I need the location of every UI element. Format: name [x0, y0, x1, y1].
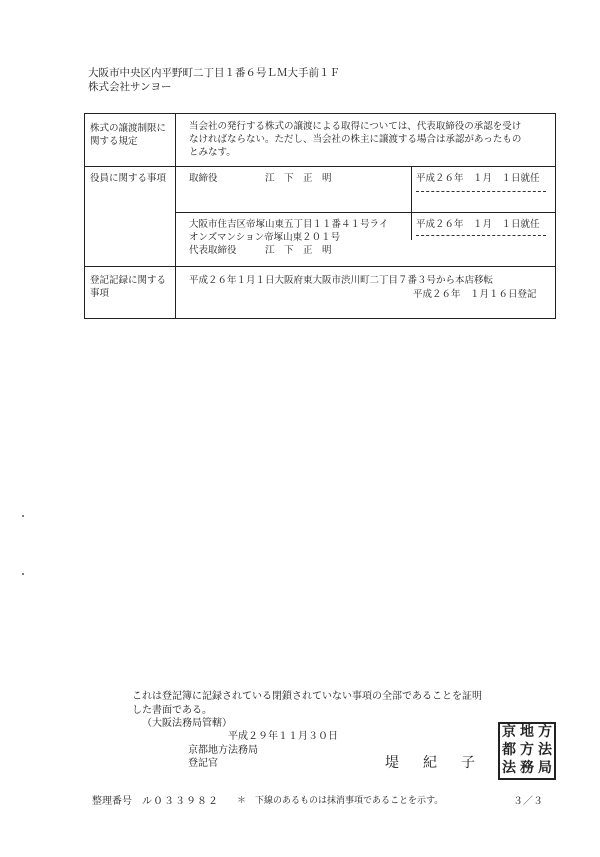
- officer-2-date: 平成２６年 １月 １日就任: [416, 219, 540, 230]
- jurisdiction: （大阪法務局管轄）: [142, 718, 232, 729]
- registrar-title: 登記官: [188, 758, 218, 769]
- officer-date-column-divider: [411, 166, 412, 240]
- certification-line: これは登記簿に記録されている閉鎖されていない事項の全部であることを証明: [132, 691, 482, 702]
- company-name: 株式会社サンヨー: [88, 81, 172, 93]
- officer-2-address-line: 大阪市住吉区帝塚山東五丁目１１番４１号ライ: [189, 219, 389, 230]
- seal-character: 務: [520, 760, 534, 776]
- share-restriction-text-line: 当会社の発行する株式の譲渡による取得については、代表取締役の承認を受け: [189, 121, 522, 132]
- officer-1-date: 平成２６年 １月 １日就任: [416, 173, 540, 184]
- serial-number-label: 整理番号: [92, 796, 132, 807]
- seal-character: 法: [502, 760, 516, 776]
- seal-character: 方: [520, 742, 534, 758]
- share-restriction-row: [85, 114, 555, 167]
- share-restriction-label-cell: [85, 114, 176, 166]
- officer-entry-divider: [175, 212, 555, 213]
- registry-record-label-cell: [85, 266, 176, 318]
- officers-row: [85, 166, 555, 267]
- officer-2-date-underline: [416, 235, 546, 236]
- scan-speck: [22, 573, 24, 575]
- certification-line: した書面である。: [132, 705, 212, 716]
- certification-date: 平成２９年１１月３０日: [228, 731, 338, 742]
- officer-2-title: 代表取締役: [189, 245, 237, 256]
- officers-label-cell: [85, 166, 176, 266]
- share-restriction-text-line: とみなす。: [189, 147, 236, 158]
- share-restriction-label-line: 株式の譲渡制限に: [90, 123, 167, 134]
- registry-record-line: 平成２６年１月１日大阪府東大阪市渋川町二丁目７番３号から本店移転: [189, 275, 494, 286]
- share-restriction-text-line: なければならない。ただし、当会社の株主に譲渡する場合は承認があったもの: [189, 134, 522, 145]
- registry-record-label-line: 事項: [90, 288, 110, 299]
- officer-2-name: 江 下 正 明: [265, 245, 332, 256]
- officer-1-title: 取締役: [189, 173, 218, 184]
- officers-label: 役員に関する事項: [90, 173, 167, 184]
- seal-character: 方: [538, 724, 552, 740]
- official-seal: [498, 722, 556, 780]
- registry-record-date: 平成２６年 １月１６日登記: [413, 289, 537, 300]
- page-number: ３／３: [513, 796, 543, 807]
- share-restriction-label-line: 関する規定: [90, 136, 138, 147]
- legal-affairs-office: 京都地方法務局: [188, 745, 258, 756]
- seal-character: 地: [520, 724, 534, 740]
- officer-2-address-line: オンズマンション帝塚山東２０１号: [189, 232, 341, 243]
- registry-record-label-line: 登記記録に関する: [90, 275, 167, 286]
- seal-character: 局: [538, 760, 552, 776]
- seal-character: 法: [538, 742, 552, 758]
- officer-1-date-underline: [416, 191, 546, 192]
- scan-speck: [22, 515, 24, 517]
- registrar-name: 堤紀子: [385, 755, 499, 771]
- seal-character: 都: [502, 742, 516, 758]
- registry-record-row: [85, 266, 555, 318]
- company-address: 大阪市中央区内平野町二丁目１番６号ＬＭ大手前１Ｆ: [88, 67, 340, 79]
- strikethrough-note: ＊ 下線のあるものは抹消事項であることを示す。: [237, 796, 444, 806]
- registry-table: [84, 113, 556, 319]
- seal-character: 京: [502, 724, 516, 740]
- officer-1-name: 江 下 正 明: [265, 173, 332, 184]
- serial-number-value: ル０３３９８２: [142, 796, 219, 807]
